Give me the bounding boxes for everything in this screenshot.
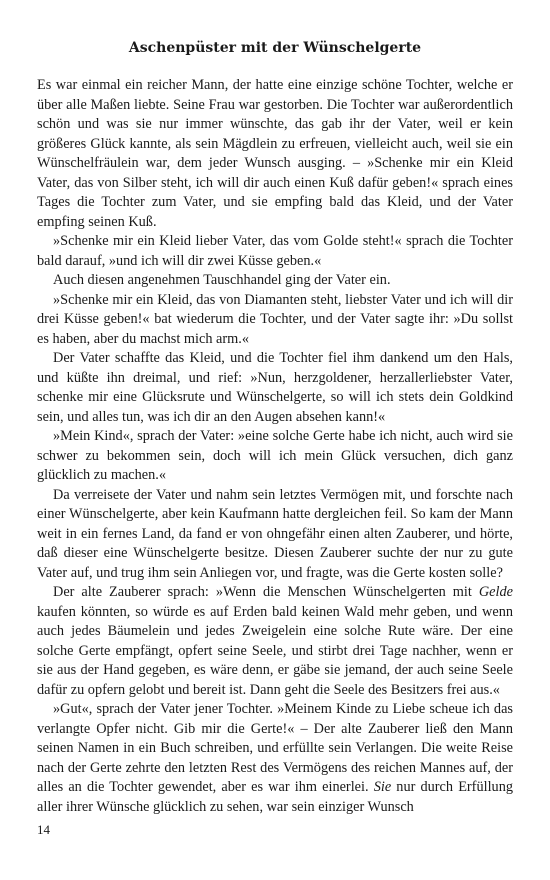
paragraph-1: Es war einmal ein reicher Mann, der hatte eine einzige schöne Tochter, welche er über alle Maßen liebte. Seine Frau war gestorben. Die Tochter war außerordentlich schön und was sie nur immer wünschte, das gab ihr der Vater, weil er kein größeres Glück kannte, als sein Mägdlein zu erfreuen, vielleicht auch, weil sie ein Wünschelfräulein war, dem jeder Wunsch ausging. – »Schenke mir ein Kleid Vater, das von Silber steht, ich will dir auch einen Kuß dafür geben!« sprach eines Tages die Tochter zum Vater, und sie empfing bald das Kleid, und der Vater empfing seinen Kuß. (37, 77, 513, 230)
paragraph-2: »Schenke mir ein Kleid lieber Vater, das vom Golde steht!« sprach die Tochter bald darauf, »und ich will dir zwei Küsse geben.« (37, 233, 513, 269)
paragraph-4: »Schenke mir ein Kleid, das von Diamanten steht, liebster Vater und ich will dir drei Küsse geben!« bat wiederum die Tochter, und der Vater sagte ihr: »Du sollst es haben, aber du machst mich arm.« (37, 291, 513, 347)
paragraph-5: Der Vater schaffte das Kleid, und die Tochter fiel ihm dankend um den Hals, und küßte ihn dreimal, und rief: »Nun, herzgoldener, herzallerliebster Vater, schenke mir eine Glücksrute und Wünschelgerte, so will ich stets dein Goldkind sein, und alles tun, was ich dir an den Augen absehen kann!« (37, 350, 513, 425)
body-text (37, 76, 513, 817)
paragraph-9-emphasis: Sie (373, 779, 392, 795)
paragraph-9-text-b: nur durch Erfüllung aller ihrer Wünsche glücklich zu sehen, war sein einziger Wunsch (37, 779, 513, 815)
paragraph-8-text-a: Der alte Zauberer sprach: »Wenn die Menschen Wünschelgerten mit (53, 584, 479, 600)
chapter-title: Aschenpüster mit der Wünschelgerte (128, 40, 422, 56)
paragraph-6: »Mein Kind«, sprach der Vater: »eine solche Gerte habe ich nicht, auch wird sie schwer zu bekommen sein, doch will ich mein Glück versuchen, dich ganz glücklich zu machen.« (37, 428, 513, 483)
paragraph-8-emphasis: Gelde (478, 584, 513, 600)
book-page (37, 38, 513, 817)
paragraph-8-text-b: kaufen könnten, so würde es auf Erden bald keinen Wald mehr geben, und wenn auch jedes Bäumelein und jedes Zweigelein eine solche Rute wäre. Der eine solche Gerte empfängt, opfert seine Seele, und stirbt drei Tage nachher, wenn er sie aus der Hand gegeben, es wäre denn, er gäbe sie jemand, der auch seine Seele dafür zu opfern gelobt und bereit ist. Dann geht die Seele des Besitzers frei aus.« (37, 603, 513, 698)
paragraph-7: Da verreisete der Vater und nahm sein letztes Vermögen mit, und forschte nach einer Wünschelgerte, aber kein Kaufmann hatte dergleichen feil. So kam der Mann weit in ein fernes Land, da fand er von ohngefähr einen alten Zauberer, und hörte, daß dieser eine Wünschelgerte besitze. Diesen Zauberer suchte der nur zu gute Vater auf, und trug ihm sein Anliegen vor, und fragte, was die Gerte kosten solle? (37, 486, 513, 581)
page-number: 14 (37, 822, 50, 837)
paragraph-9 (37, 700, 513, 817)
paragraph-3: Auch diesen angenehmen Tauschhandel ging der Vater ein. (53, 272, 391, 288)
paragraph-8 (37, 583, 513, 700)
paragraph-9-text-a: »Gut«, sprach der Vater jener Tochter. »Meinem Kinde zu Liebe scheue ich das verlangte Opfer nicht. Gib mir die Gerte!« – Der alte Zauberer ließ den Mann seinen Namen in ein Buch schreiben, und erfüllte sein Verlangen. Die weite Reise nach der Gerte zehrte den letzten Rest des Vermögens des reichen Mannes auf, der alles an die Tochter gewendet, aber es war ihm einerlei. (37, 701, 513, 795)
